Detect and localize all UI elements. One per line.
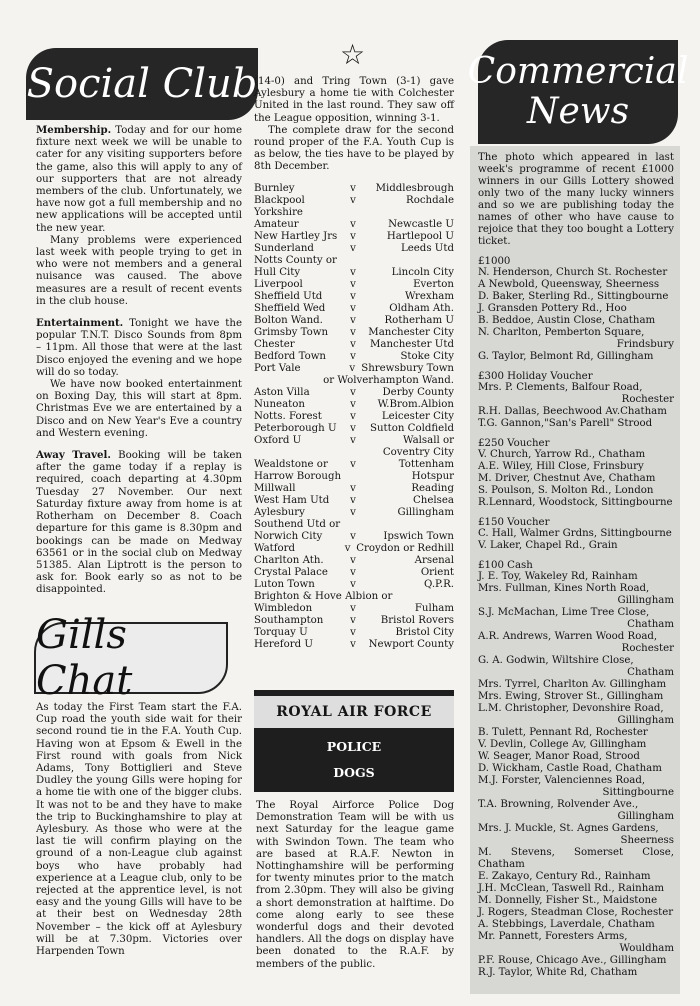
fixture-v: v [350,554,356,566]
winner-line: J. Gransden Pottery Rd., Hoo [478,303,627,314]
fixture-row [254,615,454,627]
fixture-away: W.Brom.Albion [377,398,454,410]
winner-line: E. Zakayo, Century Rd., Rainham [478,871,651,882]
away-travel-heading: Away Travel. [36,449,111,462]
fixture-row [254,231,454,243]
winner-line: Sheerness [620,835,674,846]
winner-line: J.H. McClean, Taswell Rd., Rainham [478,883,665,894]
fixture-home: Port Vale [254,362,301,374]
fixture-v: v [350,626,356,638]
social-club-title: Social Club [26,61,258,107]
raf-title: ROYAL AIR FORCE [254,696,454,728]
fixture-away: Newcastle U [388,218,454,230]
social-club-banner [26,48,258,120]
fixture-v: v [350,314,356,326]
winner-line: Gillingham [617,811,674,822]
fixture-note: Notts County or [254,254,337,266]
winner-line: J. E. Toy, Wakeley Rd, Rainham [478,571,638,582]
winner-line: R.H. Dallas, Beechwood Av.Chatham [478,406,667,417]
winner-line: Mrs. Tyrrel, Charlton Av. Gillingham [478,679,667,690]
fixture-v: v [350,302,356,314]
fixture-v: v [350,578,356,590]
winner-line: R.Lennard, Woodstock, Sittingbourne [478,497,673,508]
winner-line: T.G. Gannon,"San's Parell" Strood [478,418,653,429]
fixture-away: Tottenham [398,458,454,470]
fixture-home: Torquay U [254,626,308,638]
winner-line: M. Donnelly, Fisher St., Maidstone [478,895,658,906]
fixture-home: Sunderland [254,242,314,254]
prize-heading: £150 Voucher [478,517,550,528]
fixture-v: v [350,326,356,338]
fixture-v [344,471,362,483]
fixture-row [254,603,454,615]
fixture-row [254,363,454,375]
fixture-v: v [344,542,351,554]
winner-line: Sittingbourne [602,787,674,798]
prize-heading: £250 Voucher [478,438,550,449]
fixture-away: Manchester City [368,326,454,338]
fixture-v: v [349,362,356,374]
fixture-v: v [350,602,356,614]
fixture-home: Chester [254,338,295,350]
fixture-v: v [350,230,356,242]
fixture-home: Wimbledon [254,602,313,614]
fixture-away: Gillingham [397,506,454,518]
continued-paragraph: (14-0) and Tring Town (3-1) gave Aylesbury a home tie with Colchester United in the last round. They saw off the League opposition, winning 3-1. [254,76,454,124]
fixture-note: Yorkshire [254,206,303,218]
winner-line: G. A. Godwin, Wiltshire Close, [478,655,634,666]
winner-line: Frindsbury [616,339,674,350]
winner-line: A. Stebbings, Laverdale, Chatham [478,919,655,930]
winner-line: A.E. Wiley, Hill Close, Frinsbury [478,461,644,472]
fixture-row [254,279,454,291]
fixture-away: Rotherham U [384,314,454,326]
fixture-row [254,555,454,567]
winner-line: Gillingham [617,715,674,726]
fixture-v: v [350,434,356,446]
fixture-row [254,579,454,591]
fixture-row [254,183,454,195]
fixture-away: Shrewsbury Town [361,362,454,374]
fixture-row [254,471,454,483]
fixture-home: Millwall [254,482,296,494]
winner-line: Mrs. Ewing, Strover St., Gillingham [478,691,664,702]
winner-line: Chatham [627,619,674,630]
fixture-away: Sutton Coldfield [370,422,454,434]
fixture-row [254,267,454,279]
fixture-v: v [350,566,356,578]
social-club-body [36,124,242,597]
fixture-home: Norwich City [254,530,323,542]
fixture-row [254,243,454,255]
fixture-row [254,303,454,315]
fixture-row [254,483,454,495]
fixture-v: v [350,242,356,254]
fixture-home: Oxford U [254,434,302,446]
winner-line: Chatham [627,667,674,678]
membership-paragraph: Membership. Today and for our home fixture next week we will be unable to cater for any visiting supporters before the game, also this will apply to any of our supporters that are not already members of the club. Unfortunately, we have now got a full membership and no new applications will be accepted until the new year. [36,124,242,234]
fixture-home: Nuneaton [254,398,305,410]
raf-subtitle [254,728,454,792]
fixture-away: Walsall or [403,434,454,446]
winner-line: W. Seager, Manor Road, Strood [478,751,640,762]
fixture-home: Amateur [254,218,299,230]
fixture-home: West Ham Utd [254,494,330,506]
fixture-home: New Hartley Jrs [254,230,338,242]
fixture-away: Ipswich Town [383,530,454,542]
winners-list [478,256,674,979]
winner-line: L.M. Christopher, Devonshire Road, [478,703,664,714]
winner-line: Mr. Pannett, Foresters Arms, [478,931,628,942]
away-travel-paragraph: Away Travel. Booking will be taken after the game today if a replay is required, coach departing at 4.30pm Tuesday 27 November. Our next Saturday fixture away from home is at Rotherham on December 8. Coach departure for this game is 8.30pm and bookings can be made on Medway 63561 or in the social club on Medway 51385. Alan Liptrott is the person to ask for. Book early so as not to be disappointed. [36,449,242,596]
fixture-away: Rochdale [406,194,454,206]
commercial-title-line2: News [526,91,630,132]
fixture-away: Croydon or Redhill [356,542,454,554]
fixture-row [254,531,454,543]
raf-banner [254,690,454,792]
fixture-row [254,291,454,303]
prize-heading: £100 Cash [478,560,533,571]
middle-column [254,76,454,651]
problems-paragraph: Many problems were experienced last week with people trying to get in who were not members and a general nuisance was caused. The above measures are a result of recent events in the club house. [36,234,242,307]
fixture-away: Derby County [382,386,454,398]
membership-heading: Membership. [36,124,112,136]
fixture-v: v [350,458,356,470]
winner-line: R.J. Taylor, White Rd, Chatham [478,967,638,978]
fixture-away: Hartlepool U [386,230,454,242]
fixture-away: Hotspur [411,470,454,482]
fixture-row [254,495,454,507]
fixture-row [254,639,454,651]
fixture-row [254,543,454,555]
fixture-home: Grimsby Town [254,326,329,338]
fixture-away: Reading [411,482,454,494]
winner-line: D. Wickham, Castle Road, Chatham [478,763,662,774]
fixture-away: Bristol Rovers [380,614,454,626]
fixture-v: v [350,638,356,650]
fixture-home: Wealdstone or [254,458,328,470]
fixture-v: v [350,530,356,542]
fixture-home: Bolton Wand. [254,314,323,326]
fixture-away: Oldham Ath. [389,302,454,314]
fixture-home: Hereford U [254,638,313,650]
fixture-away: Arsenal [414,554,454,566]
winner-line: N. Henderson, Church St. Rochester [478,267,668,278]
raf-dogs: DOGS [333,765,375,780]
fixture-away: Bristol City [395,626,454,638]
winner-line: Rochester [621,394,674,405]
fixture-home: Aylesbury [254,506,305,518]
commercial-panel [470,146,680,994]
winner-line: Mrs. J. Muckle, St. Agnes Gardens, [478,823,659,834]
fixture-home: Crystal Palace [254,566,328,578]
winner-line: Mrs. Fullman, Kines North Road, [478,583,650,594]
fixture-home: Notts. Forest [254,410,322,422]
fixture-v: v [350,398,356,410]
fixture-home: Watford [254,542,296,554]
raf-police: POLICE [326,739,382,754]
winner-line: N. Charlton, Pemberton Square, [478,327,645,338]
fixture-home: Luton Town [254,578,315,590]
fixture-note: Southend Utd or [254,518,341,530]
winner-line: C. Hall, Walmer Grdns, Sittingbourne [478,528,672,539]
winner-line: M. Driver, Chestnut Ave, Chatham [478,473,656,484]
winner-line: D. Baker, Sterling Rd., Sittingbourne [478,291,669,302]
winner-line: S. Poulson, S. Molton Rd., London [478,485,654,496]
fixture-v: v [350,266,356,278]
fixture-home: Sheffield Wed [254,302,326,314]
fixture-away: Leicester City [381,410,454,422]
winner-line: V. Church, Yarrow Rd., Chatham [478,449,646,460]
winner-line: V. Devlin, College Av, Gillingham [478,739,647,750]
fixture-v: v [350,410,356,422]
fixture-v: v [350,482,356,494]
fixture-away: Q.P.R. [423,578,454,590]
booked-paragraph: We have now booked entertainment on Boxing Day, this will start at 8pm. Christmas Eve we are entertained by a Disco and on New Year's Eve a country and Western evening. [36,379,242,439]
fixture-away: Everton [413,278,454,290]
gills-chat-body [36,702,242,958]
winner-line: A Newbold, Queensway, Sheerness [478,279,660,290]
fixture-row [254,459,454,471]
winner-line: Gillingham [617,595,674,606]
winner-line: M.J. Forster, Valenciennes Road, [478,775,646,786]
fixture-away: Chelsea [413,494,454,506]
commercial-title-line1: Commercial [467,51,689,92]
fixture-v: v [350,338,356,350]
fixture-row [254,327,454,339]
fixture-away: Lincoln City [391,266,454,278]
winner-line: B. Beddoe, Austin Close, Chatham [478,315,656,326]
fixture-home: Harrow Borough [254,470,342,482]
fixture-v: v [350,194,356,206]
fixture-note: Coventry City [382,446,454,458]
fixture-away: Fulham [414,602,454,614]
fixture-row [254,435,454,447]
fixture-row [254,399,454,411]
fixture-row [254,627,454,639]
fixture-away: Middlesbrough [375,182,454,194]
fixture-row [254,195,454,207]
winner-line: Wouldham [619,943,674,954]
fixture-row [254,339,454,351]
fixture-v: v [350,386,356,398]
fixture-v: v [350,218,356,230]
fixture-home: Charlton Ath. [254,554,324,566]
commercial-news-banner [467,40,689,144]
winner-line: Rochester [621,643,674,654]
winner-line: J. Rogers, Steadman Close, Rochester [478,907,674,918]
fixture-row [254,387,454,399]
star-icon: ☆ [340,38,366,71]
raf-paragraph: The Royal Airforce Police Dog Demonstration Team will be with us next Saturday for the league game with Swindon Town. The team who are based at R.A.F. Newton in Nottinghamshire will be performing for twenty minutes prior to the match from 2.30pm. They will also be giving a short demonstration at halftime. Do come along early to see these wonderful dogs and their devoted handlers. All the dogs on display have been donated to the R.A.F. by members of the public. [256,800,454,970]
fixture-home: Aston Villa [254,386,310,398]
fixture-away: Orient [420,566,454,578]
fixture-home: Peterborough U [254,422,337,434]
fixture-row [254,351,454,363]
raf-body [256,800,454,971]
winner-line: V. Laker, Chapel Rd., Grain [478,540,618,551]
fixture-away: Stoke City [400,350,454,362]
prize-heading: £300 Holiday Voucher [478,371,593,382]
fixture-v: v [350,350,356,362]
fixture-away: Manchester Utd [369,338,454,350]
fixture-v: v [350,422,356,434]
gills-chat-banner [34,612,228,704]
fixture-row [254,507,454,519]
fixture-v: v [350,290,356,302]
commercial-intro: The photo which appeared in last week's programme of recent £1000 winners in our Gills Lottery showed only two of the many lucky winners and so we are publishing today the names of other who have cause to rejoice that they too bought a Lottery ticket. [478,152,674,247]
fixture-home: Burnley [254,182,295,194]
fixture-row [254,315,454,327]
winner-line: B. Tulett, Pennant Rd, Rochester [478,727,648,738]
fixture-row [254,567,454,579]
prize-heading: £1000 [478,256,511,267]
fixture-note: or Wolverhampton Wand. [323,374,454,386]
fixture-v: v [350,278,356,290]
fixture-v: v [350,506,356,518]
winner-line: G. Taylor, Belmont Rd, Gillingham [478,351,654,362]
fixture-v: v [350,494,356,506]
fixtures-list [254,183,454,651]
fixture-home: Southampton [254,614,324,626]
fixture-home: Liverpool [254,278,303,290]
fixture-away: Newport County [368,638,454,650]
winner-line: M. Stevens, Somerset Close, Chatham [478,847,674,870]
fixture-home: Blackpool [254,194,305,206]
fixture-row [254,219,454,231]
fixture-home: Bedford Town [254,350,326,362]
fixture-row [254,411,454,423]
gills-chat-title: Gills Chat [36,612,133,704]
winner-line: P.F. Rouse, Chicago Ave., Gillingham [478,955,667,966]
winner-line: S.J. McMachan, Lime Tree Close, [478,607,650,618]
fixture-away: Leeds Utd [400,242,454,254]
fixture-home: Sheffield Utd [254,290,323,302]
fixture-v: v [350,614,356,626]
fixture-away: Wrexham [405,290,454,302]
winner-line: A.R. Andrews, Warren Wood Road, [478,631,658,642]
fixture-note: Brighton & Hove Albion or [254,590,393,602]
fixture-v: v [350,182,356,194]
winner-line: T.A. Browning, Rolvender Ave., [478,799,639,810]
draw-intro-paragraph: The complete draw for the second round proper of the F.A. Youth Cup is as below, the ties have to be played by 8th December. [254,124,454,173]
winner-line: Mrs. P. Clements, Balfour Road, [478,382,643,393]
fixture-home: Hull City [254,266,301,278]
entertainment-heading: Entertainment. [36,317,124,330]
entertainment-paragraph: Entertainment. Tonight we have the popular T.N.T. Disco Sounds from 8pm – 11pm. All those that were at the last Disco enjoyed the evening and we hope will do so today. [36,317,242,378]
gills-chat-paragraph: As today the First Team start the F.A. Cup road the youth side wait for their second round tie in the F.A. Youth Cup. Having won at Epsom & Ewell in the First round with goals from Nick Adams, Tony Bottiglieri and Steve Dudley the young Gills were hoping for a home tie with one of the bigger clubs. It was not to be and they have to make the trip to Buckinghamshire to play at Aylesbury. As those who were at the last tie will confirm playing on the ground of a non-League club against boys who have probably had experience at a League club, only to be rejected at the apprentice level, is not easy and the young Gills will have to be at their best on Wednesday 28th November – the kick off at Aylesbury will be at 7.30pm. Victories over Harpenden Town [36,702,242,958]
fixture-row [254,423,454,435]
